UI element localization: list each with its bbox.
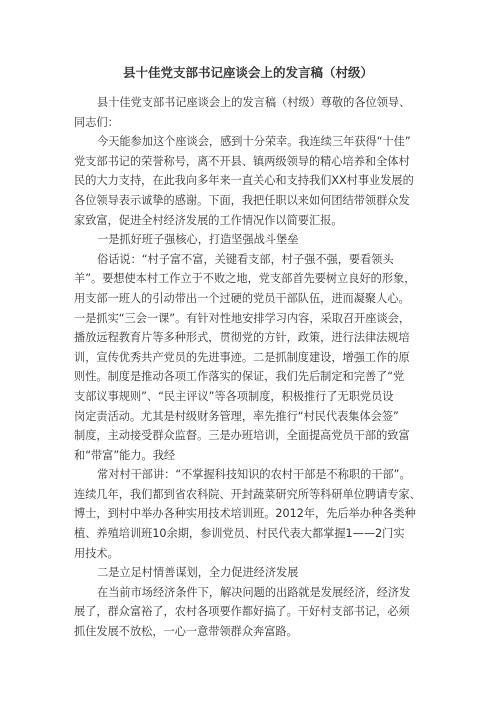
body-text-line: 播放远程教育片等多种形式，贯彻党的方针，政策，进行法律法规培 <box>74 331 410 345</box>
body-text-line: 一是抓实“三会一课”。有针对性地安排学习内容，采取召开座谈会， <box>74 311 411 325</box>
body-text-line: 一是抓好班子强核心，打造坚强战斗堡垒 <box>97 233 299 247</box>
body-text-line: 县十佳党支部书记座谈会上的发言稿（村级）尊敬的各位领导、 <box>97 96 411 109</box>
document-body <box>74 93 422 642</box>
body-text-line: 今天能参加这个座谈会，感到十分荣幸。我连续三年获得“十佳” <box>97 135 411 149</box>
body-text-line: 岗定责活动。尤其是村级财务管理，率先推行“村民代表集体会签” <box>74 409 399 423</box>
body-text-line: 展了，群众富裕了，农村各项要作都好搞了。干好村支部书记，必须 <box>74 605 410 619</box>
body-text-line: 抓住发展不放松，一心一意带领群众奔富路。 <box>74 625 298 639</box>
body-text-line: 民的大力支持，在此我向多年来一直关心和支持我们XX村事业发展的 <box>74 174 414 188</box>
document-title: 县十佳党支部书记座谈会上的发言稿（村级） <box>122 65 373 80</box>
body-text-line: 连续几年，我们都到省农科院、开封蔬菜研究所等科研单位聘请专家、 <box>74 487 421 501</box>
body-text-line: 二是立足村情善谋划，全力促进经济发展 <box>97 566 299 580</box>
body-text-line: 各位领导表示诚挚的感谢。下面，我把任职以来如何团结带领群众发 <box>74 193 410 207</box>
body-text-line: 同志们： <box>74 115 119 129</box>
body-text-line: 在当前市场经济条件下，解决问题的出路就是发展经济，经济发 <box>97 585 411 599</box>
body-text-line: 家致富，促进全村经济发展的工作情况作以简要汇报。 <box>74 213 343 227</box>
body-text-line: 常对村干部讲：“不掌握科技知识的农村干部是不称职的干部”。 <box>97 468 411 482</box>
body-text-line: 植、养殖培训班10余期，参训党员、村民代表大都掌握1——2门实 <box>74 527 405 541</box>
body-text-line: 博士，到村中举办各种实用技术培训班。2012年，先后举办种各类种 <box>74 507 416 521</box>
body-text-line: 支部议事规则”、“民主评议”等各项制度，积极推行了无职党员设 <box>74 389 394 403</box>
body-text-line: 俗话说：“村子富不富，关键看支部，村子强不强，要看领头 <box>97 252 394 266</box>
body-text-line: 党支部书记的荣誉称号，离不开县、镇两级领导的精心培养和全体村 <box>74 154 410 168</box>
body-text-line: 用支部一班人的引动带出一个过硬的党员干部队伍，进而凝聚人心。 <box>74 291 410 305</box>
body-text-line: 用技术。 <box>74 546 119 560</box>
body-text-line: 和“带富”能力。我经 <box>74 448 176 462</box>
body-text-line: 训，宣传优秀共产党员的先进事迹。二是抓制度建设，增强工作的原 <box>74 350 410 364</box>
body-text-line: 羊”。要想使本村工作立于不败之地，党支部首先要树立良好的形象， <box>74 272 416 286</box>
body-text-line: 制度，主动接受群众监督。三是办班培训，全面提高党员干部的致富 <box>74 429 410 443</box>
body-text-line: 则性。制度是推动各项工作落实的保证，我们先后制定和完善了“党 <box>74 370 405 384</box>
